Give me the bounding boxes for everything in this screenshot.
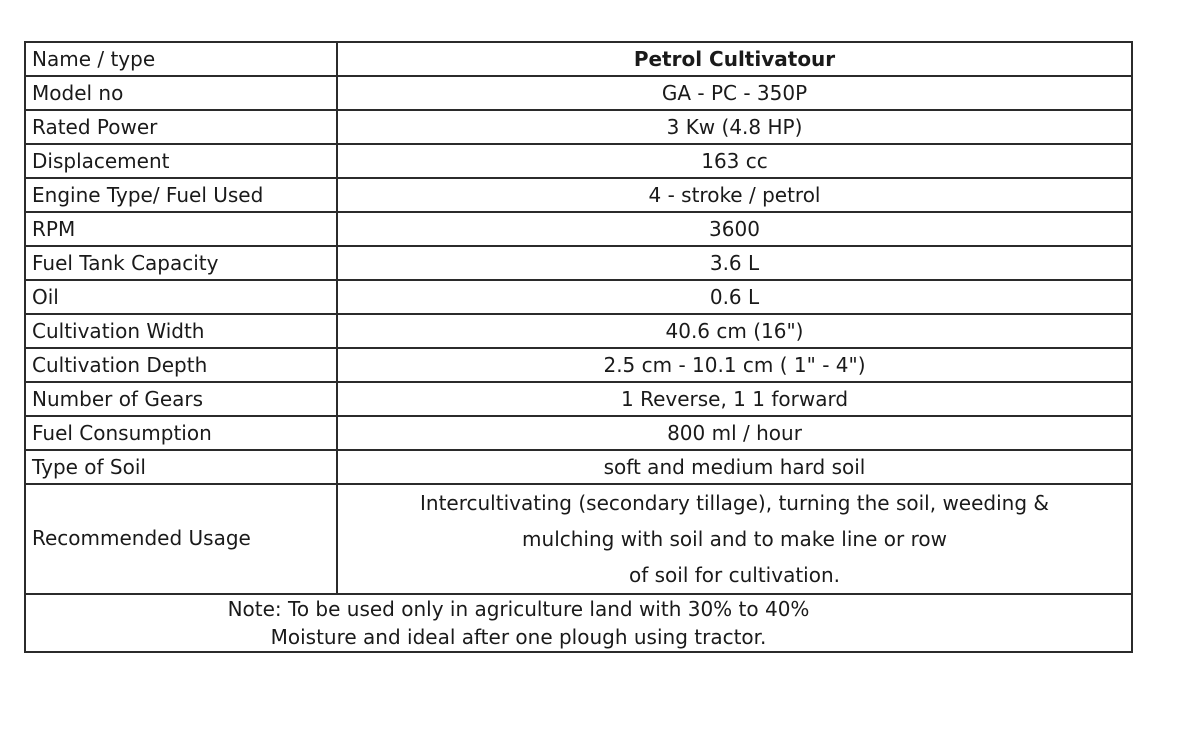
- row-value: 1 Reverse, 1 1 forward: [337, 382, 1132, 416]
- row-label: Name / type: [25, 42, 337, 76]
- table-row: [25, 382, 1132, 416]
- note-line: Note: To be used only in agriculture land with 30% to 40%: [227, 597, 810, 621]
- table-row: [25, 246, 1132, 280]
- row-value: 0.6 L: [337, 280, 1132, 314]
- row-label: Displacement: [25, 144, 337, 178]
- table-row: [25, 314, 1132, 348]
- table-row: [25, 144, 1132, 178]
- row-value: GA - PC - 350P: [337, 76, 1132, 110]
- row-label: Fuel Tank Capacity: [25, 246, 337, 280]
- usage-line: mulching with soil and to make line or row: [522, 527, 947, 551]
- note-line: Moisture and ideal after one plough using tractor.: [270, 625, 767, 649]
- row-label: Fuel Consumption: [25, 416, 337, 450]
- usage-value: [337, 484, 1132, 594]
- table-row: [25, 178, 1132, 212]
- table-row: [25, 212, 1132, 246]
- usage-line: of soil for cultivation.: [628, 563, 840, 587]
- row-value: 800 ml / hour: [337, 416, 1132, 450]
- usage-label: Recommended Usage: [25, 484, 337, 594]
- row-label: Number of Gears: [25, 382, 337, 416]
- spec-table: [24, 41, 1133, 653]
- row-value: soft and medium hard soil: [337, 450, 1132, 484]
- row-value: 163 cc: [337, 144, 1132, 178]
- table-row: [25, 416, 1132, 450]
- table-row-header: [25, 42, 1132, 76]
- row-label: Rated Power: [25, 110, 337, 144]
- row-value: 3 Kw (4.8 HP): [337, 110, 1132, 144]
- row-label: Model no: [25, 76, 337, 110]
- table-row: [25, 348, 1132, 382]
- row-value: 2.5 cm - 10.1 cm ( 1" - 4"): [337, 348, 1132, 382]
- usage-line: Intercultivating (secondary tillage), turning the soil, weeding &: [420, 491, 1049, 515]
- table-row: [25, 280, 1132, 314]
- row-value: 40.6 cm (16"): [337, 314, 1132, 348]
- row-value: 3600: [337, 212, 1132, 246]
- table-row-usage: [25, 484, 1132, 594]
- row-label: Cultivation Width: [25, 314, 337, 348]
- row-value: 4 - stroke / petrol: [337, 178, 1132, 212]
- table-row: [25, 76, 1132, 110]
- table-row-note: [25, 594, 1132, 652]
- row-label: Cultivation Depth: [25, 348, 337, 382]
- row-label: RPM: [25, 212, 337, 246]
- row-label: Engine Type/ Fuel Used: [25, 178, 337, 212]
- row-label: Oil: [25, 280, 337, 314]
- note-cell: [25, 594, 1132, 652]
- row-value: 3.6 L: [337, 246, 1132, 280]
- product-name: Petrol Cultivatour: [337, 42, 1132, 76]
- table-row: [25, 110, 1132, 144]
- table-row: [25, 450, 1132, 484]
- row-label: Type of Soil: [25, 450, 337, 484]
